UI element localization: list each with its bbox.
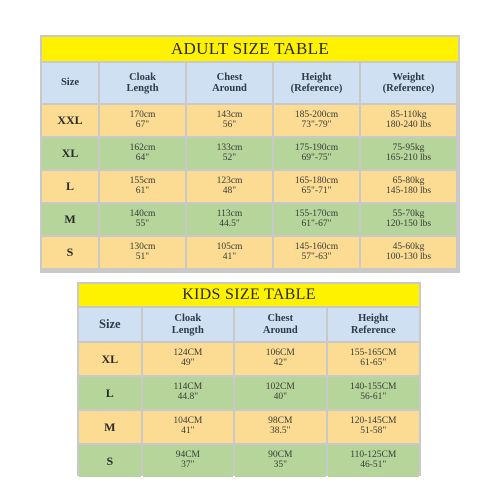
chest-cell: 105cm 41" [187,237,272,268]
adult-size-table [40,35,460,273]
chest-cell: 143cm 56" [187,105,272,136]
size-cell: L [42,171,98,202]
cloak-cell: 155cm 61" [100,171,185,202]
kids-table-title: KIDS SIZE TABLE [79,284,419,306]
size-cell: XL [42,138,98,169]
size-cell: L [79,377,141,409]
header-chest-around: Chest Around [187,63,272,103]
size-cell: M [42,204,98,235]
chest-cell: 113cm 44.5" [187,204,272,235]
adult-table-title: ADULT SIZE TABLE [42,37,458,61]
weight-cell: 65-80kg 145-180 lbs [361,171,456,202]
table-row [79,377,419,409]
height-cell: 165-180cm 65"-71" [274,171,359,202]
cloak-cell: 94CM 37" [143,445,233,477]
cloak-cell: 162cm 64" [100,138,185,169]
height-cell: 110-125CM 46-51" [328,445,419,477]
header-chest-around: Chest Around [235,308,325,341]
chest-cell: 106CM 42" [235,343,325,375]
chest-cell: 133cm 52" [187,138,272,169]
size-cell: XL [79,343,141,375]
size-cell: M [79,411,141,443]
header-size: Size [42,63,98,103]
table-row [42,237,458,268]
table-row [79,445,419,477]
height-cell: 140-155CM 56-61" [328,377,419,409]
table-row [42,138,458,169]
table-row [42,105,458,136]
header-height: Height (Reference) [274,63,359,103]
size-cell: S [79,445,141,477]
cloak-cell: 104CM 41" [143,411,233,443]
weight-cell: 85-110kg 180-240 lbs [361,105,456,136]
height-cell: 155-170cm 61"-67" [274,204,359,235]
header-size: Size [79,308,141,341]
header-weight: Weight (Reference) [361,63,456,103]
chest-cell: 123cm 48" [187,171,272,202]
kids-size-table [77,282,421,476]
height-cell: 155-165CM 61-65" [328,343,419,375]
chest-cell: 102CM 40" [235,377,325,409]
height-cell: 145-160cm 57"-63" [274,237,359,268]
height-cell: 185-200cm 73"-79" [274,105,359,136]
weight-cell: 75-95kg 165-210 lbs [361,138,456,169]
table-row [42,204,458,235]
height-cell: 175-190cm 69"-75" [274,138,359,169]
chest-cell: 98CM 38.5" [235,411,325,443]
cloak-cell: 140cm 55" [100,204,185,235]
header-height: Height Reference [328,308,419,341]
height-cell: 120-145CM 51-58" [328,411,419,443]
adult-header-row [42,63,458,103]
size-cell: S [42,237,98,268]
cloak-cell: 124CM 49" [143,343,233,375]
cloak-cell: 130cm 51" [100,237,185,268]
weight-cell: 55-70kg 120-150 lbs [361,204,456,235]
chest-cell: 90CM 35" [235,445,325,477]
header-cloak-length: Cloak Length [143,308,233,341]
cloak-cell: 114CM 44.8" [143,377,233,409]
size-cell: XXL [42,105,98,136]
kids-header-row [79,308,419,341]
cloak-cell: 170cm 67" [100,105,185,136]
table-row [79,411,419,443]
weight-cell: 45-60kg 100-130 lbs [361,237,456,268]
table-row [42,171,458,202]
table-row [79,343,419,375]
header-cloak-length: Cloak Length [100,63,185,103]
